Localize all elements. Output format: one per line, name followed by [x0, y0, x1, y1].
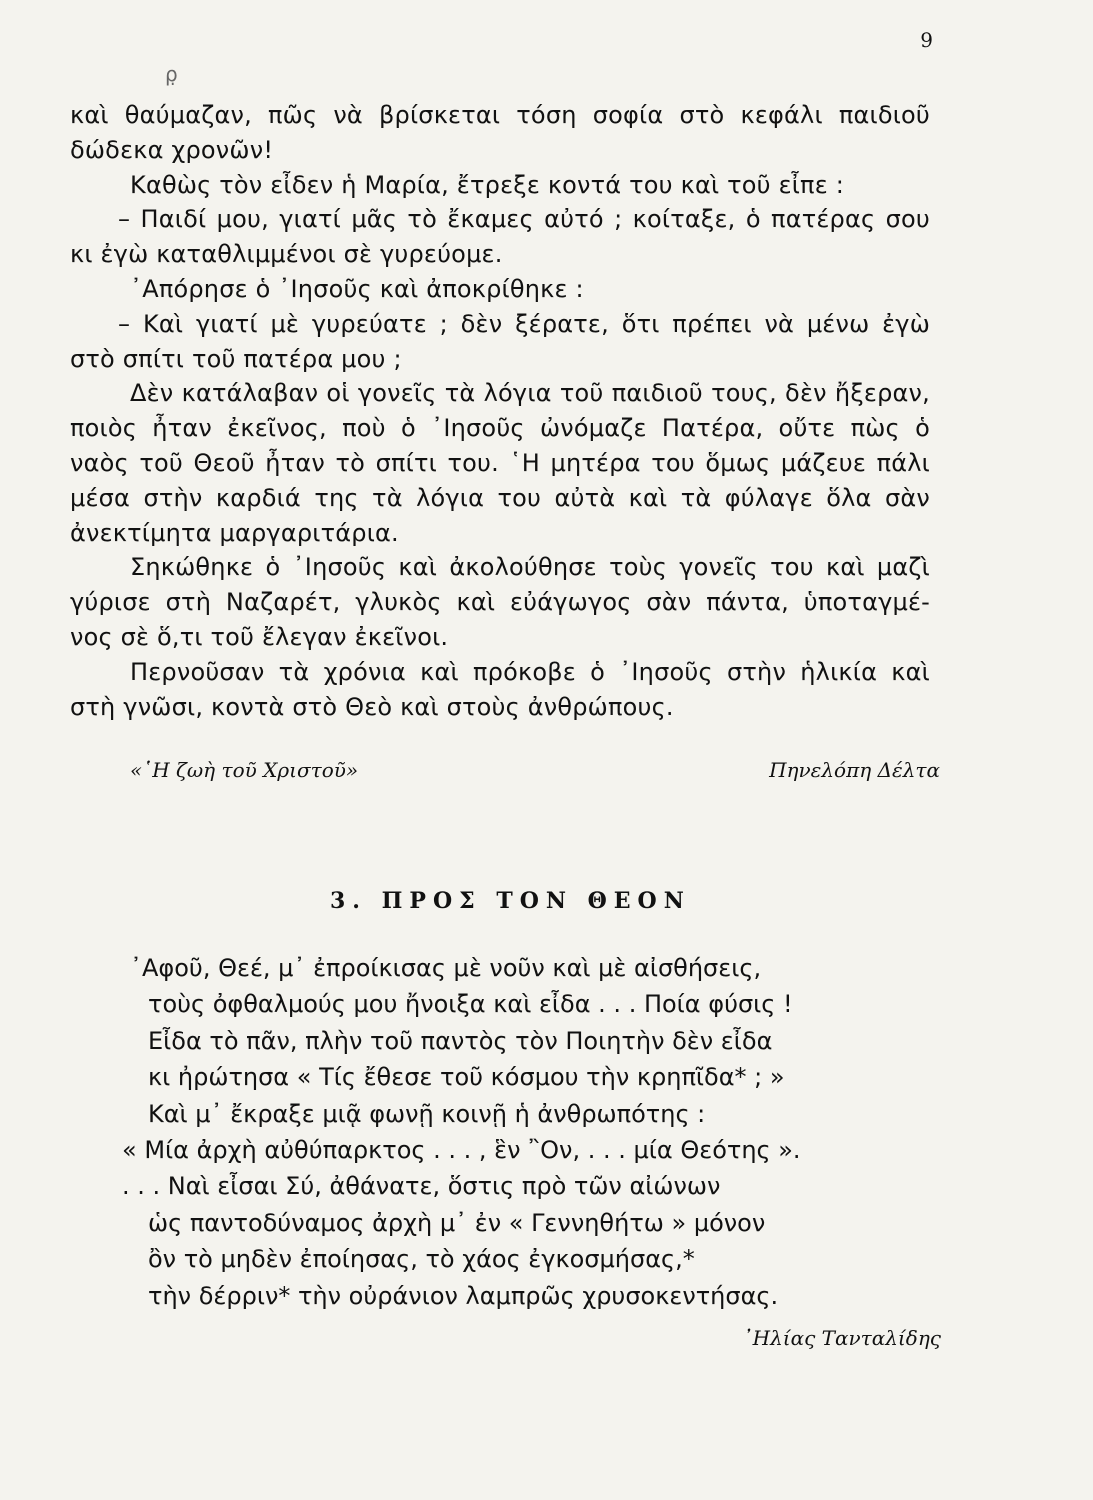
poem-line: ὡς παντοδύναμος ἀρχὴ μ᾿ ἐν « Γεννηθήτω » μόνον — [148, 1208, 766, 1237]
prose-line: ἀνεκτίμητα μαργαριτάρια. — [70, 518, 399, 547]
prose-line: γύρισε στὴ Ναζαρέτ, γλυκὸς καὶ εὐάγωγος σὰν πάντα, ὑποταγμέ- — [70, 588, 930, 617]
prose-line: στὸ σπίτι τοῦ πατέρα μου ; — [70, 344, 402, 373]
prose-line: στὴ γνῶσι, κοντὰ στὸ Θεὸ καὶ στοὺς ἀνθρώπους. — [70, 692, 674, 721]
prose-line: ποιὸς ἦταν ἐκεῖνος, ποὺ ὁ ᾿Ιησοῦς ὠνόμαζε Πατέρα, οὔτε πὼς ὁ — [70, 414, 930, 443]
prose-line: ᾿Απόρησε ὁ ᾿Ιησοῦς καὶ ἀποκρίθηκε : — [130, 274, 584, 303]
source-title: «῾Η ζωὴ τοῦ Χριστοῦ» — [130, 758, 359, 782]
poem-line: ὂν τὸ μηδὲν ἐποίησας, τὸ χάος ἐγκοσμήσας,* — [148, 1245, 695, 1274]
poem — [122, 950, 890, 1314]
prose-line: ναὸς τοῦ Θεοῦ ἦταν τὸ σπίτι του. ῾Η μητέρα του ὅμως μάζευε πάλι — [70, 448, 930, 477]
poem-line: τὴν δέρριν* τὴν οὐράνιον λαμπρῶς χρυσοκεντήσας. — [148, 1281, 779, 1310]
prose-line: Περνοῦσαν τὰ χρόνια καὶ πρόκοβε ὁ ᾿Ιησοῦς στὴν ἡλικία καὶ — [130, 657, 930, 686]
poem-line: ᾿Αφοῦ, Θεέ, μ᾿ ἐπροίκισας μὲ νοῦν καὶ μὲ αἰσθήσεις, — [130, 954, 762, 982]
prose-line: καὶ θαύμαζαν, πῶς νὰ βρίσκεται τόση σοφία στὸ κεφάλι παιδιοῦ — [70, 101, 930, 129]
prose-line: δώδεκα χρονῶν! — [70, 135, 274, 164]
page-number: 9 — [920, 28, 933, 52]
prose-line: Δὲν κατάλαβαν οἱ γονεῖς τὰ λόγια τοῦ παιδιοῦ τους, δὲν ἤξεραν, — [130, 379, 930, 408]
prose-line: κι ἐγὼ καταθλιμμένοι σὲ γυρεύομε. — [70, 240, 503, 269]
poem-line: Εἶδα τὸ πᾶν, πλὴν τοῦ παντὸς τὸν Ποιητὴν δὲν εἶδα — [148, 1026, 773, 1055]
prose-passage — [70, 98, 930, 724]
margin-mark: ρ̣ — [165, 62, 178, 86]
prose-author: Πηνελόπη Δέλτα — [769, 758, 940, 782]
poem-line: « Μία ἀρχὴ αὐθύπαρκτος . . . , ἓν ῍Ον, . . . μία Θεότης ». — [122, 1136, 801, 1165]
prose-line: Σηκώθηκε ὁ ᾿Ιησοῦς καὶ ἀκολούθησε τοὺς γονεῖς του καὶ μαζὶ — [130, 553, 930, 582]
prose-line: νος σὲ ὅ,τι τοῦ ἔλεγαν ἐκεῖνοι. — [70, 622, 449, 651]
poem-line: Καὶ μ᾿ ἔκραξε μιᾷ φωνῇ κοινῇ ἡ ἀνθρωπότης : — [148, 1099, 706, 1128]
prose-attribution — [130, 758, 940, 794]
prose-line: Καθὼς τὸν εἶδεν ἡ Μαρία, ἔτρεξε κοντά του καὶ τοῦ εἶπε : — [130, 170, 844, 199]
poem-author: ᾿Ηλίας Τανταλίδης — [742, 1326, 941, 1350]
poem-line: τοὺς ὀφθαλμούς μου ἤνοιξα καὶ εἶδα . . . Ποία φύσις ! — [148, 990, 793, 1019]
prose-line: μέσα στὴν καρδιά της τὰ λόγια του αὐτὰ καὶ τὰ φύλαγε ὅλα σὰν — [70, 483, 930, 512]
prose-line: – Παιδί μου, γιατί μᾶς τὸ ἔκαμες αὐτό ; κοίταξε, ὁ πατέρας σου — [118, 205, 930, 234]
prose-line: – Καὶ γιατί μὲ γυρεύατε ; δὲν ξέρατε, ὅτι πρέπει νὰ μένω ἐγὼ — [118, 309, 930, 338]
poem-line: . . . Ναὶ εἶσαι Σύ, ἀθάνατε, ὅστις πρὸ τῶν αἰώνων — [122, 1172, 721, 1201]
poem-line: κι ἠρώτησα « Τίς ἔθεσε τοῦ κόσμου τὴν κρηπῖδα* ; » — [148, 1063, 785, 1092]
section-title: 3. ΠΡΟΣ ΤΟΝ ΘΕΟΝ — [330, 888, 691, 914]
